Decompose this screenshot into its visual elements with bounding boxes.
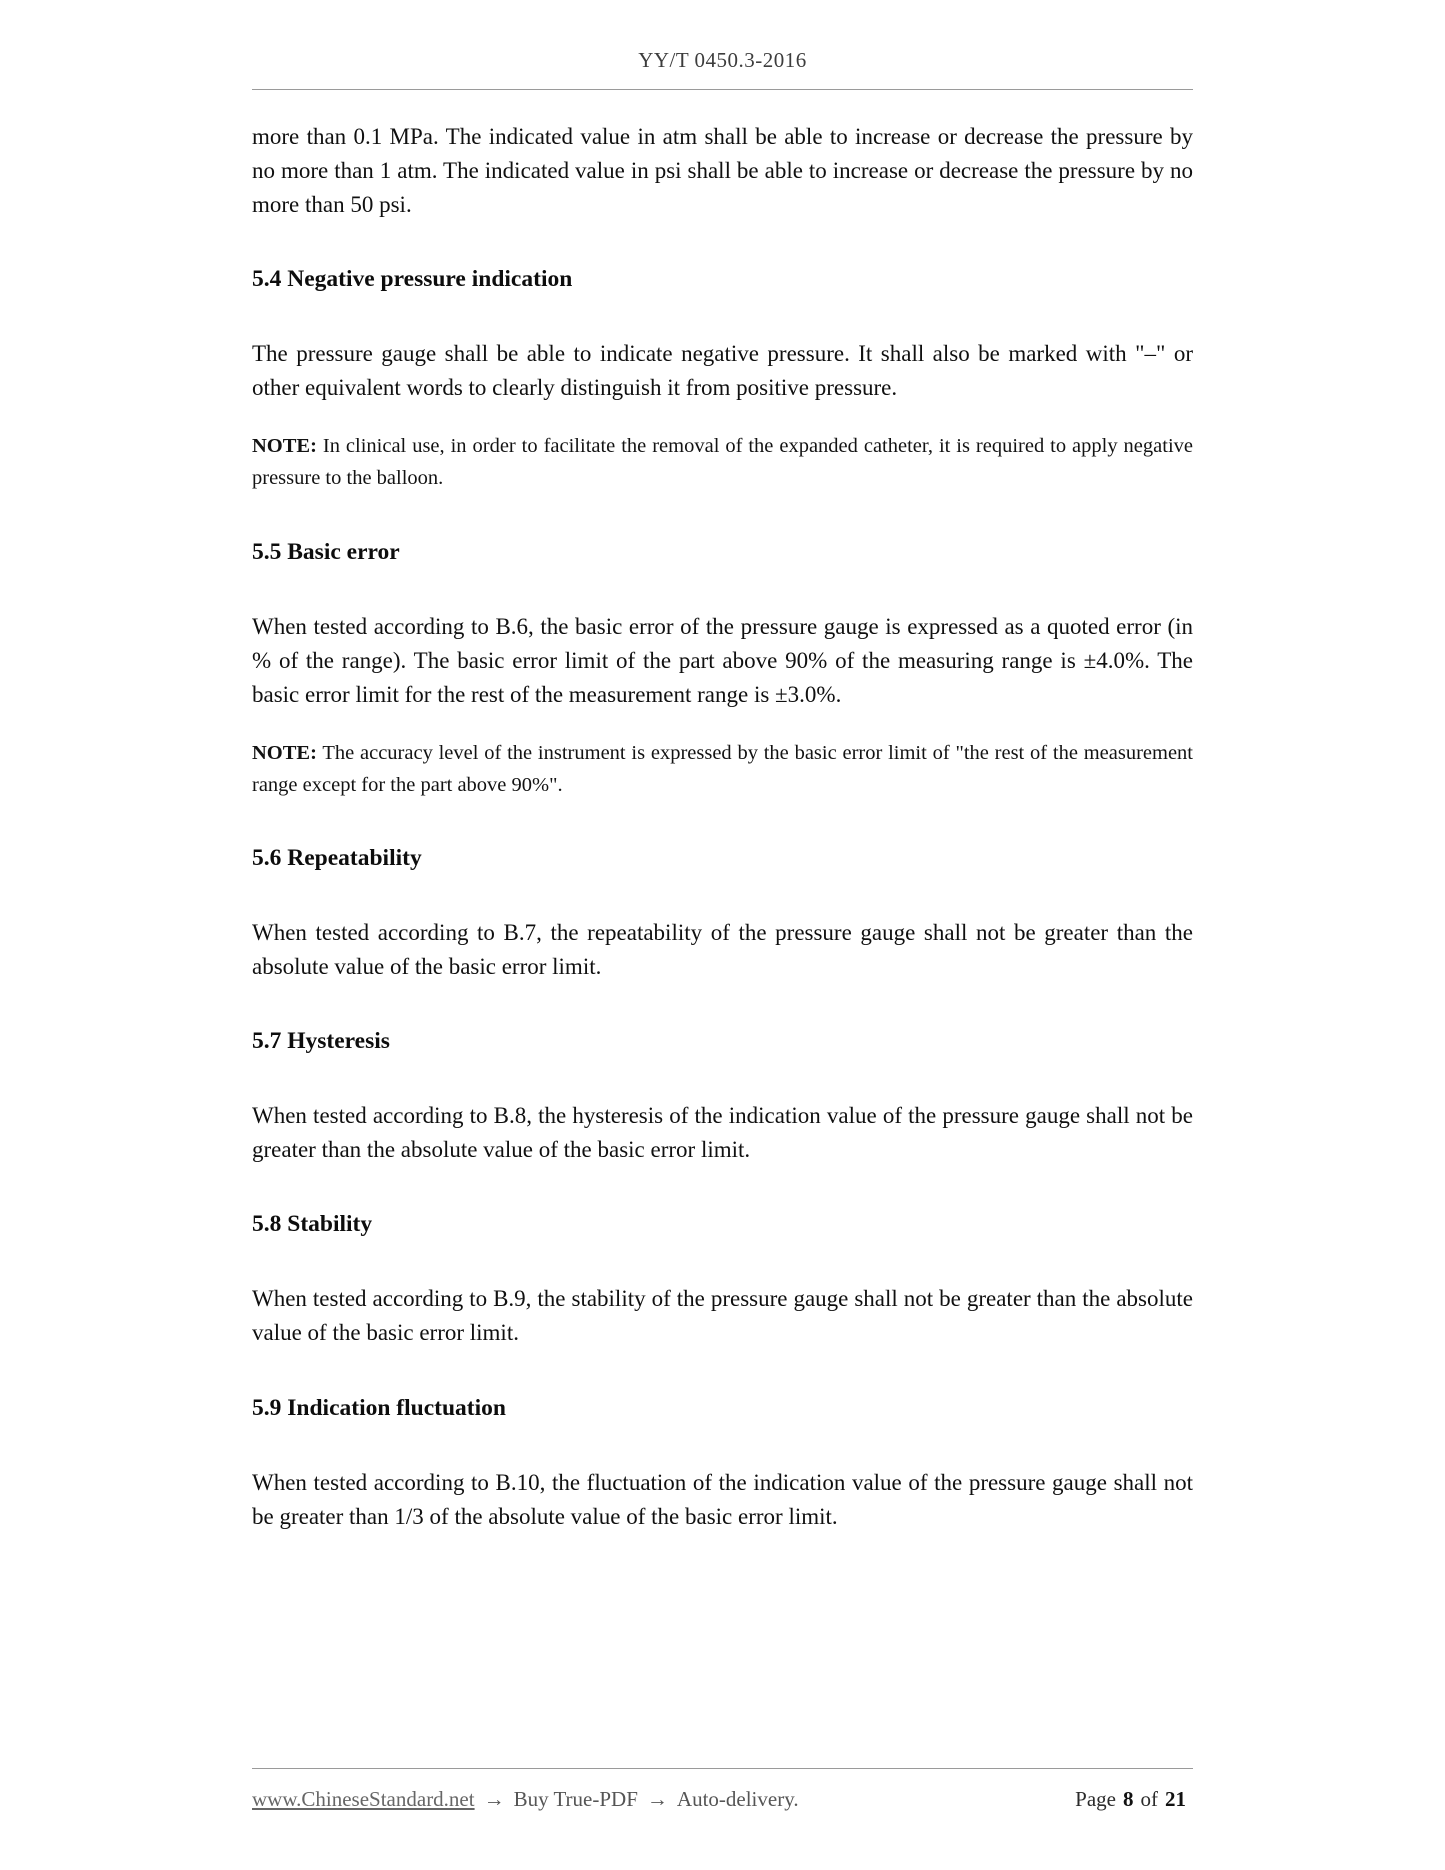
arrow-icon: →	[646, 1787, 668, 1811]
heading-5-6: 5.6 Repeatability	[252, 845, 422, 872]
of-label: of	[1140, 1787, 1158, 1811]
auto-delivery-label: Auto-delivery.	[676, 1787, 799, 1811]
page-header	[0, 0, 1445, 90]
page-indicator	[1075, 1787, 1193, 1812]
paragraph-repeatability: When tested according to B.7, the repeatability of the pressure gauge shall not be greater than the absolute value of the basic error limit.	[252, 920, 1193, 980]
note-text: The accuracy level of the instrument is expressed by the basic error limit of "the rest of the measurement range except for the part above 90%".	[252, 741, 1193, 796]
heading-5-7: 5.7 Hysteresis	[252, 1028, 390, 1055]
standard-number: YY/T 0450.3-2016	[638, 48, 807, 72]
note-label: NOTE:	[252, 741, 317, 764]
paragraph-continued: more than 0.1 MPa. The indicated value in atm shall be able to increase or decrease the pressure by no more than 1 atm. The indicated value in psi shall be able to increase or decrease the pressure by no more than 50 psi.	[252, 124, 1193, 218]
heading-5-4: 5.4 Negative pressure indication	[252, 266, 573, 293]
heading-5-9: 5.9 Indication fluctuation	[252, 1394, 506, 1421]
paragraph-hysteresis: When tested according to B.8, the hysteresis of the indication value of the pressure gauge shall not be greater than the absolute value of the basic error limit.	[252, 1103, 1193, 1163]
document-body	[0, 90, 1445, 1534]
page-label: Page	[1075, 1787, 1116, 1811]
heading-5-5: 5.5 Basic error	[252, 538, 400, 565]
note-text: In clinical use, in order to facilitate the removal of the expanded catheter, it is required to apply negative pressure to the balloon.	[252, 435, 1193, 489]
paragraph-stability: When tested according to B.9, the stability of the pressure gauge shall not be greater than the absolute value of the basic error limit.	[252, 1286, 1193, 1346]
paragraph-indication-fluctuation: When tested according to B.10, the fluctuation of the indication value of the pressure gauge shall not be greater than 1/3 of the absolute value of the basic error limit.	[252, 1469, 1193, 1529]
footer-divider	[252, 1768, 1193, 1769]
total-page-number: 21	[1165, 1787, 1186, 1811]
arrow-icon: →	[483, 1787, 505, 1811]
chinesestandard-link[interactable]: www.ChineseStandard.net	[252, 1787, 475, 1811]
buy-true-pdf-label: Buy True-PDF	[513, 1787, 638, 1811]
paragraph-basic-error: When tested according to B.6, the basic error of the pressure gauge is expressed as a quoted error (in % of the range). The basic error limit of the part above 90% of the measuring range is ±4.0%. The basic error limit for the rest of the measurement range is ±3.0%.	[252, 613, 1193, 707]
heading-5-8: 5.8 Stability	[252, 1211, 373, 1238]
note-label: NOTE:	[252, 435, 317, 458]
page-footer	[0, 1768, 1445, 1870]
footer-source-line	[252, 1787, 799, 1812]
current-page-number: 8	[1123, 1787, 1134, 1811]
note-basic-error	[252, 738, 1193, 802]
note-negative-pressure	[252, 431, 1193, 495]
paragraph-negative-pressure: The pressure gauge shall be able to indicate negative pressure. It shall also be marked with "–" or other equivalent words to clearly distinguish it from positive pressure.	[252, 341, 1193, 401]
